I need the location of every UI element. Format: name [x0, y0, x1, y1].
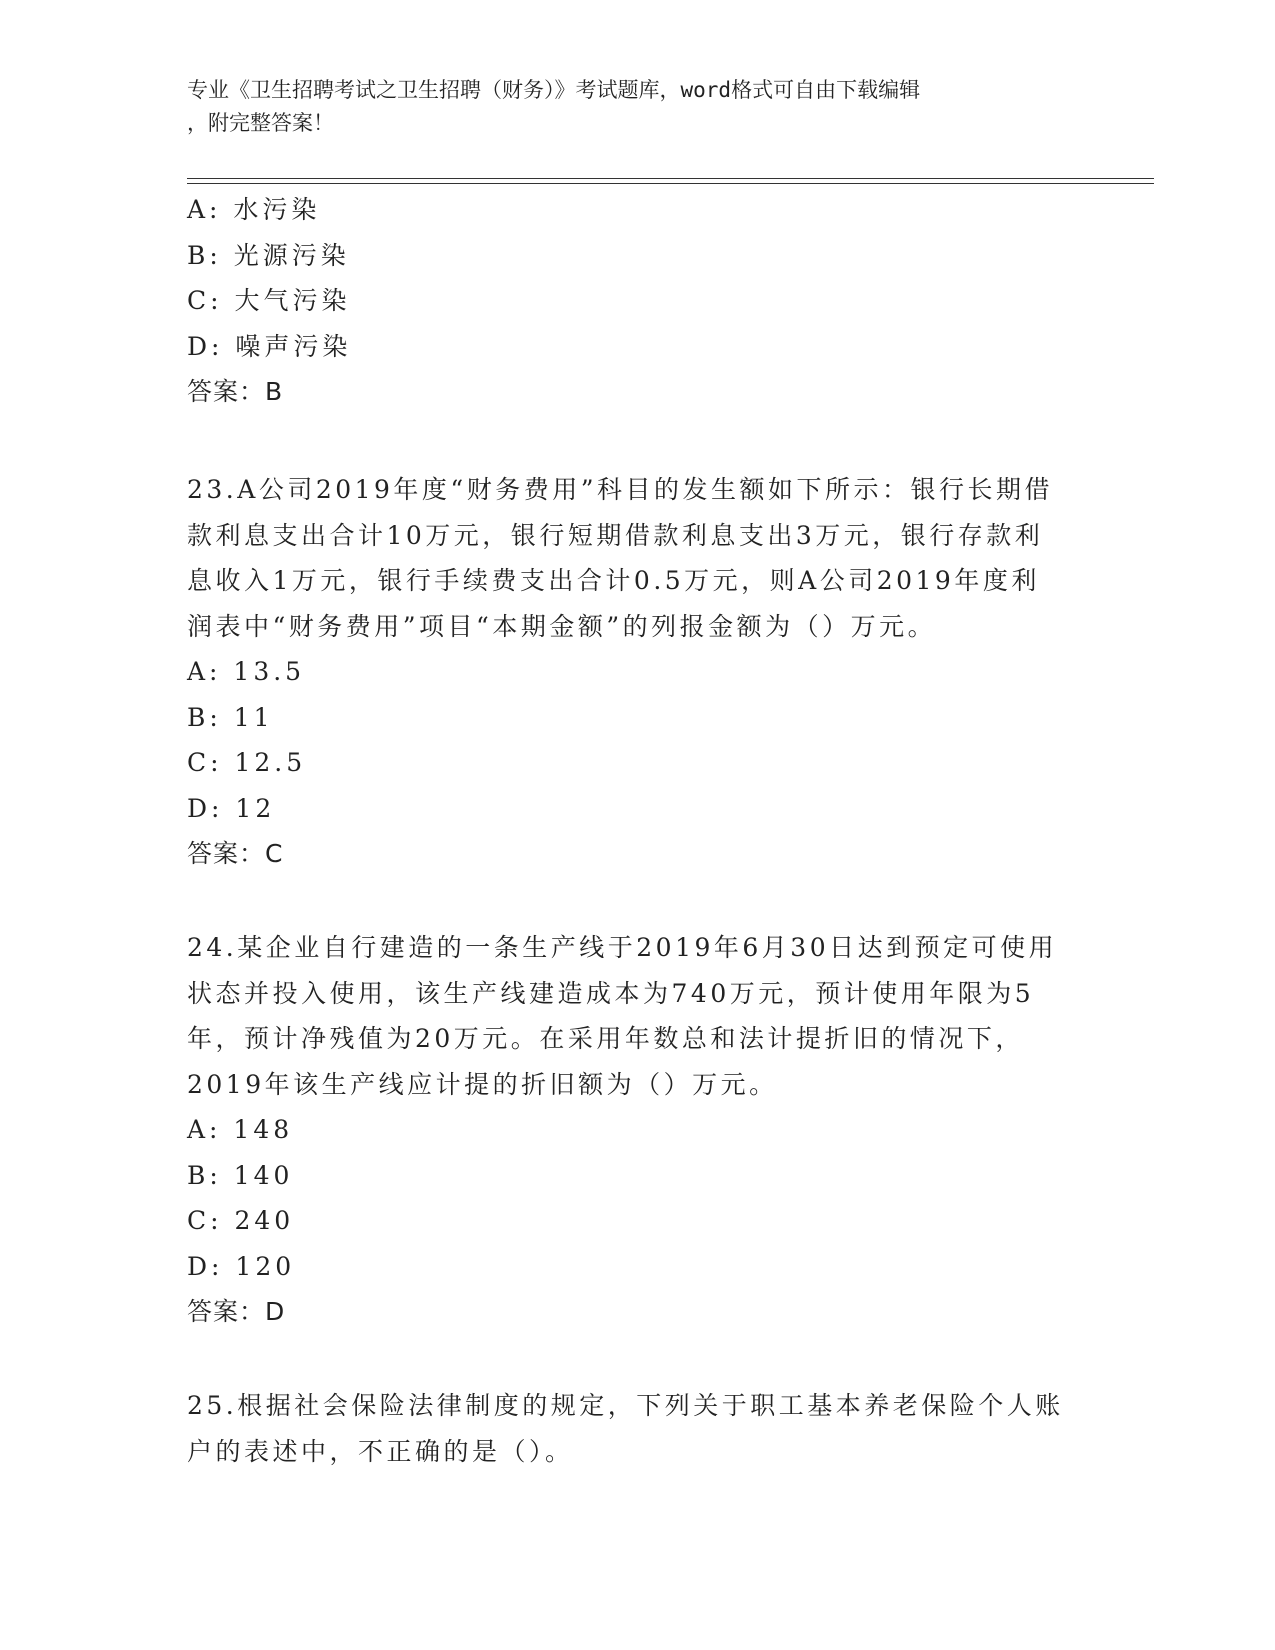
header-line-1: 专业《卫生招聘考试之卫生招聘（财务）》考试题库，word格式可自由下载编辑 — [187, 78, 921, 102]
question-line: 息收入1万元，银行手续费支出合计0.5万元，则A公司2019年度利 — [187, 566, 1040, 595]
question-23 — [187, 467, 1087, 876]
question-line: 年，预计净残值为20万元。在采用年数总和法计提折旧的情况下， — [187, 1024, 1024, 1053]
option-d: D: 噪声污染 — [187, 331, 352, 361]
option-a: A: 148 — [187, 1115, 294, 1144]
question-line: 款利息支出合计10万元，银行短期借款利息支出3万元，银行存款利 — [187, 520, 1044, 550]
question-22 — [187, 187, 1087, 414]
option-b: B: 光源污染 — [187, 240, 350, 270]
question-line: 25.根据社会保险法律制度的规定，下列关于职工基本养老保险个人账 — [187, 1391, 1064, 1420]
option-c: C: 大气污染 — [187, 286, 351, 315]
header-line-2: ，附完整答案！ — [187, 111, 334, 135]
option-a: A: 13.5 — [187, 657, 306, 686]
option-c: C: 240 — [187, 1206, 295, 1235]
answer: 答案：C — [187, 839, 284, 868]
question-line: 2019年该生产线应计提的折旧额为（）万元。 — [187, 1069, 778, 1099]
question-text — [187, 467, 1087, 649]
option-a: A: 水污染 — [187, 195, 321, 224]
question-line: 23.A公司2019年度“财务费用”科目的发生额如下所示：银行长期借 — [187, 475, 1053, 504]
header-divider-bottom — [187, 183, 1154, 184]
question-line: 24.某企业自行建造的一条生产线于2019年6月30日达到预定可使用 — [187, 933, 1058, 962]
option-c: C: 12.5 — [187, 748, 307, 777]
answer: 答案：B — [187, 377, 284, 406]
question-text — [187, 925, 1087, 1107]
question-24 — [187, 925, 1087, 1334]
document-header — [187, 74, 1067, 140]
option-b: B: 140 — [187, 1160, 294, 1190]
question-line: 状态并投入使用，该生产线建造成本为740万元，预计使用年限为5 — [187, 978, 1035, 1008]
option-d: D: 120 — [187, 1251, 296, 1281]
answer: 答案：D — [187, 1297, 286, 1326]
question-text — [187, 1383, 1087, 1474]
option-b: B: 11 — [187, 702, 274, 732]
option-d: D: 12 — [187, 793, 276, 823]
question-line: 户的表述中，不正确的是（）。 — [187, 1436, 574, 1466]
question-line: 润表中“财务费用”项目“本期金额”的列报金额为（）万元。 — [187, 611, 937, 641]
question-25 — [187, 1383, 1087, 1474]
header-divider-top — [187, 178, 1154, 179]
